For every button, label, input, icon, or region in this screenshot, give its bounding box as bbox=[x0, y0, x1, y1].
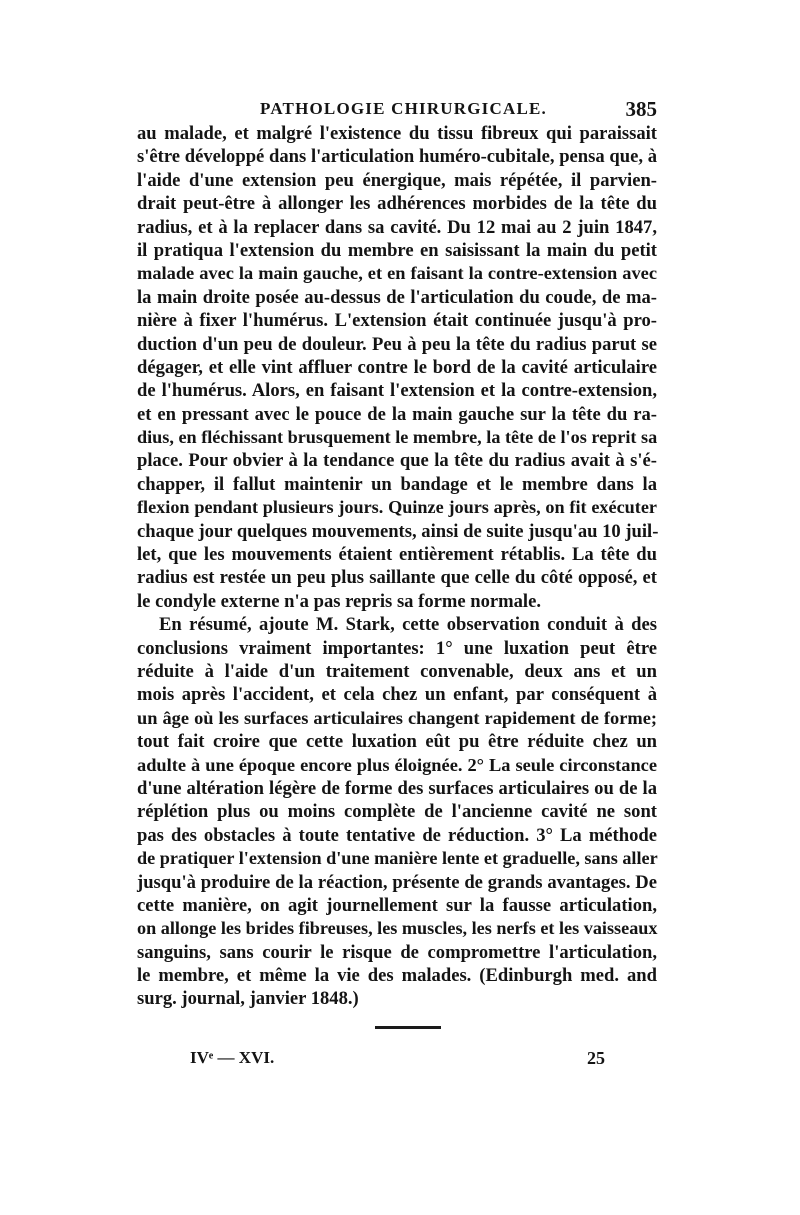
text-line: de l'humérus. Alors, en faisant l'extension et la contre-extension, bbox=[137, 380, 657, 402]
text-line: mois après l'accident, et cela chez un enfant, par conséquent à bbox=[137, 684, 657, 706]
text-line: duction d'un peu de douleur. Peu à peu la tête du radius parut se bbox=[137, 333, 657, 355]
text-line: le membre, et même la vie des malades. (Edinburgh med. and bbox=[137, 965, 657, 987]
signature-mark: IVᵉ — XVI. bbox=[190, 1048, 275, 1067]
text-line: on allonge les brides fibreuses, les muscles, les nerfs et les vaisseaux bbox=[137, 918, 658, 939]
text-line: un âge où les surfaces articulaires changent rapidement de forme; bbox=[137, 707, 657, 728]
text-line: cette manière, on agit journellement sur la fausse articulation, bbox=[137, 894, 657, 916]
section-rule bbox=[375, 1026, 441, 1029]
text-line: pas des obstacles à toute tentative de réduction. 3° La méthode bbox=[137, 824, 657, 846]
text-line: au malade, et malgré l'existence du tissu fibreux qui paraissait bbox=[137, 123, 657, 144]
text-line: l'aide d'une extension peu énergique, mais répétée, il parvien- bbox=[137, 169, 657, 191]
paragraph bbox=[137, 613, 657, 1011]
signature-number: 25 bbox=[587, 1048, 605, 1068]
text-line: place. Pour obvier à la tendance que la tête du radius avait à s'é- bbox=[137, 450, 657, 472]
text-line: sanguins, sans courir le risque de compromettre l'articulation, bbox=[137, 941, 657, 963]
text-line: réplétion plus ou moins complète de l'ancienne cavité ne sont bbox=[137, 801, 657, 823]
text-line: adulte à une époque encore plus éloignée. 2° La seule circonstance bbox=[137, 754, 657, 775]
running-head bbox=[137, 97, 657, 123]
text-line: radius est restée un peu plus saillante que celle du côté opposé, et bbox=[137, 567, 657, 589]
text-line: chapper, il fallut maintenir un bandage et le membre dans la bbox=[137, 473, 657, 495]
text-line: il pratiqua l'extension du membre en saisissant la main du petit bbox=[137, 239, 657, 261]
page-footer bbox=[190, 1048, 605, 1074]
text-line: nière à fixer l'humérus. L'extension était continuée jusqu'à pro- bbox=[137, 310, 657, 332]
body-text bbox=[137, 122, 657, 1011]
text-line: malade avec la main gauche, et en faisant la contre-extension avec bbox=[137, 263, 657, 284]
text-line: le condyle externe n'a pas repris sa forme normale. bbox=[137, 590, 541, 612]
running-title: PATHOLOGIE CHIRURGICALE. bbox=[260, 99, 547, 118]
text-line: jusqu'à produire de la réaction, présente de grands avantages. De bbox=[137, 871, 657, 893]
text-line: et en pressant avec le pouce de la main gauche sur la tête du ra- bbox=[137, 403, 657, 425]
text-line: d'une altération légère de forme des surfaces articulaires ou de la bbox=[137, 777, 657, 799]
text-line: flexion pendant plusieurs jours. Quinze jours après, on fit exécuter bbox=[137, 497, 657, 518]
text-line: let, que les mouvements étaient entièrement rétablis. La tête du bbox=[137, 544, 657, 566]
text-line: radius, et à la replacer dans sa cavité. Du 12 mai au 2 juin 1847, bbox=[137, 216, 657, 238]
text-line: tout fait croire que cette luxation eût pu être réduite chez un bbox=[137, 731, 657, 753]
paragraph bbox=[137, 122, 657, 613]
text-line: chaque jour quelques mouvements, ainsi de suite jusqu'au 10 juil- bbox=[137, 520, 659, 542]
text-line: dégager, et elle vint affluer contre le bord de la cavité articulaire bbox=[137, 356, 657, 378]
text-line: conclusions vraiment importantes: 1° une luxation peut être bbox=[137, 637, 657, 659]
page-number: 385 bbox=[625, 97, 657, 121]
text-line: de pratiquer l'extension d'une manière lente et graduelle, sans aller bbox=[137, 848, 658, 869]
text-line: En résumé, ajoute M. Stark, cette observation conduit à des bbox=[159, 614, 657, 636]
text-line: s'être développé dans l'articulation huméro-cubitale, pensa que, à bbox=[137, 146, 657, 168]
text-line: drait peut-être à allonger les adhérences morbides de la tête du bbox=[137, 193, 657, 215]
text-line: réduite à l'aide d'un traitement convenable, deux ans et un bbox=[137, 660, 657, 682]
text-line: surg. journal, janvier 1848.) bbox=[137, 988, 359, 1010]
text-line: dius, en fléchissant brusquement le membre, la tête de l'os reprit sa bbox=[137, 427, 658, 448]
text-line: la main droite posée au-dessus de l'articulation du coude, de ma- bbox=[137, 286, 657, 308]
